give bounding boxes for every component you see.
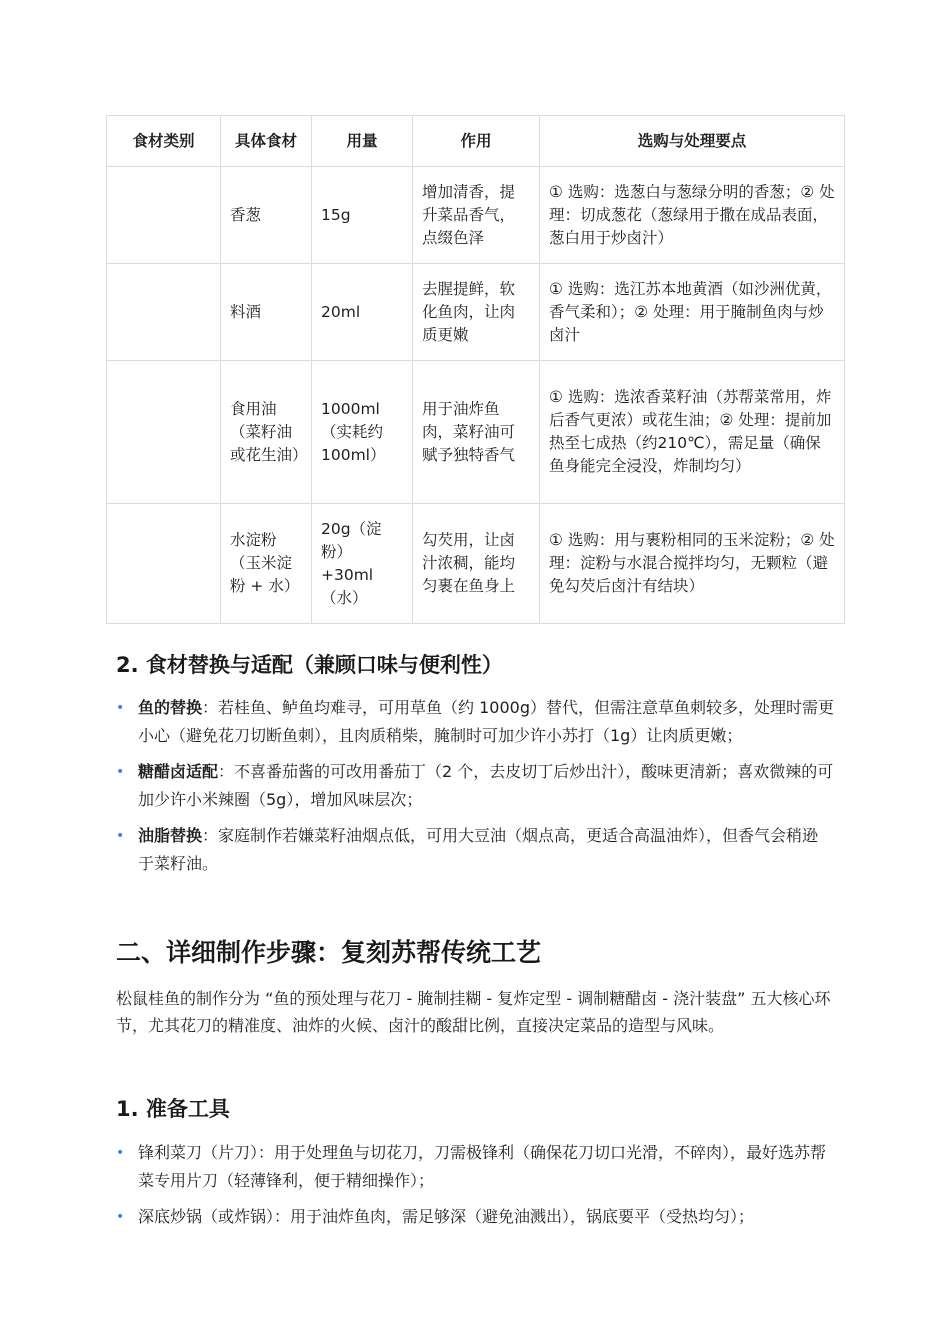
cell-category [107,504,221,624]
header-ingredient: 具体食材 [221,116,312,167]
cell-tips: ① 选购：选浓香菜籽油（苏帮菜常用，炸后香气更浓）或花生油；② 处理：提前加热至七成热（约210℃），需足量（确保鱼身能完全浸没，炸制均匀） [540,361,845,504]
cell-tips: ① 选购：选江苏本地黄酒（如沙洲优黄，香气柔和）；② 处理：用于腌制鱼肉与炒卤汁 [540,264,845,361]
ingredient-table [106,115,845,624]
cell-ingredient: 食用油（菜籽油或花生油） [221,361,312,504]
table-row [107,264,845,361]
cell-amount: 15g [312,167,413,264]
list-item [116,758,834,814]
list-item-label: 油脂替换 [138,826,203,845]
cell-function: 增加清香，提升菜品香气，点缀色泽 [413,167,540,264]
bullet-icon: • [116,700,125,716]
cell-ingredient: 香葱 [221,167,312,264]
list-item-text: 深底炒锅（或炸锅）：用于油炸鱼肉，需足够深（避免油溅出），锅底要平（受热均匀）； [138,1207,755,1226]
substitution-list [116,694,834,878]
section-heading-tools: 1. 准备工具 [116,1097,230,1121]
table-row [107,504,845,624]
cell-category [107,264,221,361]
list-item [116,1203,834,1231]
cell-amount: 1000ml（实耗约100ml） [312,361,413,504]
cell-function: 去腥提鲜，软化鱼肉，让肉质更嫩 [413,264,540,361]
list-item-text: ：若桂鱼、鲈鱼均难寻，可用草鱼（约 1000g）替代，但需注意草鱼刺较多，处理时需更小心（避免花刀切断鱼刺），且肉质稍柴，腌制时可加少许小苏打（1g）让肉质更嫩； [138,698,834,745]
steps-intro-paragraph: 松鼠桂鱼的制作分为 “鱼的预处理与花刀 - 腌制挂糊 - 复炸定型 - 调制糖醋卤 - 浇汁装盘” 五大核心环节，尤其花刀的精准度、油炸的火候、卤汁的酸甜比例，直接决定菜品的造型与风味。 [116,989,831,1035]
list-item-label: 鱼的替换 [138,698,203,717]
table-row [107,361,845,504]
section-heading-steps: 二、详细制作步骤：复刻苏帮传统工艺 [116,938,542,967]
cell-ingredient: 料酒 [221,264,312,361]
table-row [107,167,845,264]
list-item [116,694,834,750]
list-item-label: 糖醋卤适配 [138,762,219,781]
cell-category [107,167,221,264]
bullet-icon: • [116,764,125,780]
cell-amount: 20g（淀粉）+30ml（水） [312,504,413,624]
cell-function: 勾芡用，让卤汁浓稠，能均匀裹在鱼身上 [413,504,540,624]
header-tips: 选购与处理要点 [540,116,845,167]
cell-tips: ① 选购：选葱白与葱绿分明的香葱；② 处理：切成葱花（葱绿用于撒在成品表面，葱白用于炒卤汁） [540,167,845,264]
section-heading-substitution: 2. 食材替换与适配（兼顾口味与便利性） [116,653,503,677]
bullet-icon: • [116,1209,125,1225]
cell-category [107,361,221,504]
cell-amount: 20ml [312,264,413,361]
header-function: 作用 [413,116,540,167]
cell-tips: ① 选购：用与裹粉相同的玉米淀粉；② 处理：淀粉与水混合搅拌均匀，无颗粒（避免勾芡后卤汁有结块） [540,504,845,624]
bullet-icon: • [116,1145,125,1161]
tools-list [116,1139,834,1231]
list-item [116,1139,834,1195]
list-item-text: ：家庭制作若嫌菜籽油烟点低，可用大豆油（烟点高，更适合高温油炸），但香气会稍逊于菜籽油。 [138,826,819,873]
cell-function: 用于油炸鱼肉，菜籽油可赋予独特香气 [413,361,540,504]
header-amount: 用量 [312,116,413,167]
list-item-text: 锋利菜刀（片刀）：用于处理鱼与切花刀，刀需极锋利（确保花刀切口光滑，不碎肉），最好选苏帮菜专用片刀（轻薄锋利，便于精细操作）； [138,1143,827,1190]
list-item [116,822,834,878]
bullet-icon: • [116,828,125,844]
cell-ingredient: 水淀粉（玉米淀粉 + 水） [221,504,312,624]
header-category: 食材类别 [107,116,221,167]
table-header-row [107,116,845,167]
list-item-text: ：不喜番茄酱的可改用番茄丁（2 个，去皮切丁后炒出汁），酸味更清新；喜欢微辣的可加少许小米辣圈（5g），增加风味层次； [138,762,834,809]
